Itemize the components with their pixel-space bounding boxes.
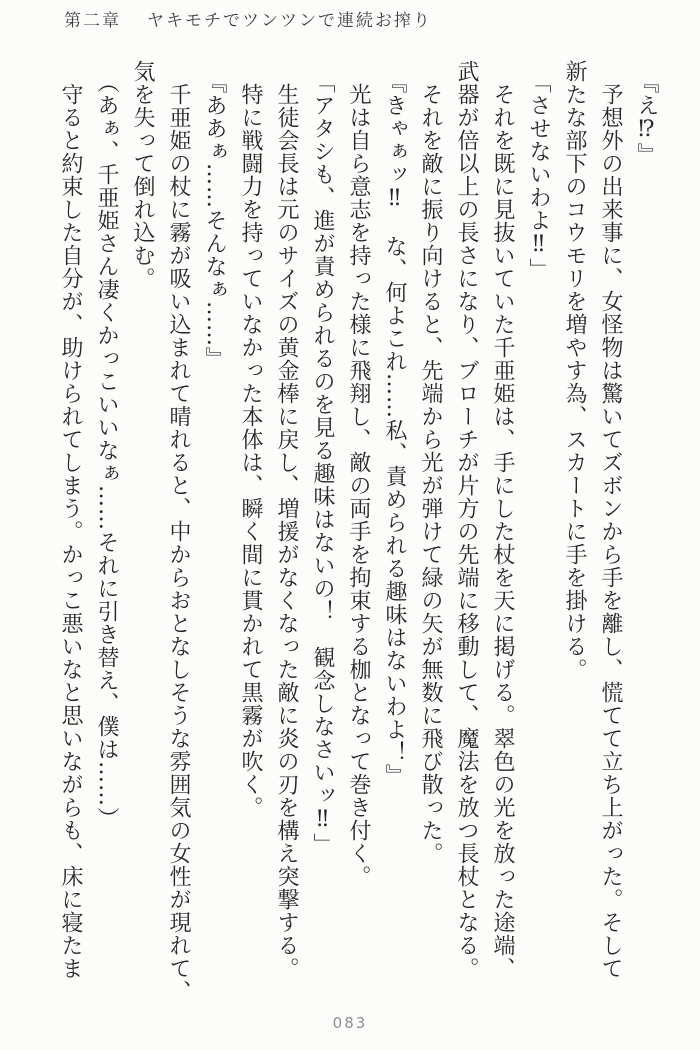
text-line: 光は自ら意志を持った様に飛翔し、敵の両手を拘束する枷となって巻き付く。 — [346, 83, 371, 888]
vertical-text-body — [52, 60, 664, 1022]
text-line: 『きゃぁッ‼ な、何よこれ……私、責められる趣味はないわよ！』 — [382, 71, 407, 787]
text-line: 『え⁉』 — [634, 71, 659, 166]
text-line: それを既に見抜いていた千亜姫は、手にした杖を天に掲げる。翠色の光を放った途端、 — [490, 83, 515, 980]
text-line: 「アタシも、進が責められるのを見る趣味はないの！ 観念しなさいッ‼」 — [310, 71, 335, 856]
text-line: 予想外の出来事に、女怪物は驚いてズボンから手を離し、慌てて立ち上がった。そして — [598, 83, 623, 980]
text-line: 新たな部下のコウモリを増やす為、スカートに手を掛ける。 — [562, 60, 587, 681]
text-line: （あぁ、千亜姫さん凄くかっこいいなぁ……それに引き替え、僕は……） — [94, 71, 119, 830]
text-line: 『ああぁ……そんなぁ……』 — [202, 71, 227, 370]
text-line: 守ると約束した自分が、助けられてしまう。かっこ悪いなと思いながらも、床に寝たま — [58, 83, 83, 980]
text-line: 千亜姫の杖に霧が吸い込まれて晴れると、中からおとなしそうな雰囲気の女性が現れて、 — [166, 83, 191, 1003]
text-line: 気を失って倒れ込む。 — [130, 60, 155, 290]
text-line: それを敵に振り向けると、先端から光が弾けて緑の矢が無数に飛び散った。 — [418, 83, 443, 865]
text-line: 生徒会長は元のサイズの黄金棒に戻し、増援がなくなった敵に炎の刃を構え突撃する。 — [274, 83, 299, 980]
running-header — [64, 6, 432, 31]
page-number: 083 — [332, 1014, 368, 1032]
chapter-number: 第二章 — [64, 11, 121, 31]
text-line: 特に戦闘力を持っていなかった本体は、瞬く間に貫かれて黒霧が吹く。 — [238, 83, 263, 819]
text-line: 武器が倍以上の長さになり、ブローチが片方の先端に移動して、魔法を放つ長杖となる。 — [454, 60, 479, 980]
text-line: 「させないわよ‼」 — [526, 71, 551, 281]
chapter-title: ヤキモチでツンツンで連続お搾り — [147, 11, 432, 31]
